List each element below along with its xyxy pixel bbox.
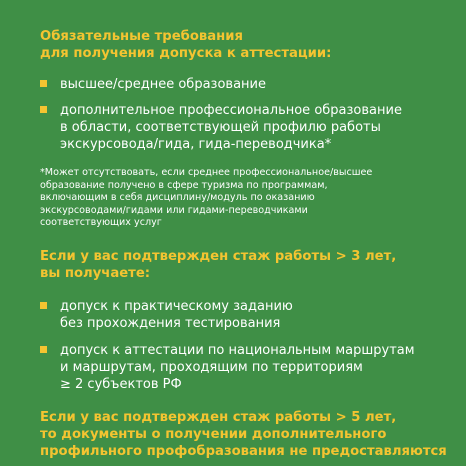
heading-line: профильного профобразования не предоставляются xyxy=(40,443,447,459)
item-line: допуск к практическому заданию xyxy=(60,298,293,314)
heading-line: для получения допуска к аттестации: xyxy=(40,46,332,61)
footnote-line: экскурсоводами/гидами или гидами-переводчиками xyxy=(40,204,308,216)
item-line: ≥ 2 субъектов РФ xyxy=(60,376,182,392)
list-item xyxy=(40,76,442,93)
footnote-line: соответствующих услуг xyxy=(40,217,162,229)
benefits-list xyxy=(40,298,442,393)
footnote-line: *Может отсутствовать, если среднее профессиональное/высшее xyxy=(40,167,373,178)
requirements-list xyxy=(40,76,442,153)
heading-line: Если у вас подтвержден стаж работы > 3 лет, xyxy=(40,248,397,264)
square-bullet-icon xyxy=(40,302,47,309)
item-line: экскурсовода/гида, гида-переводчика* xyxy=(60,137,332,152)
item-line: дополнительное профессиональное образование xyxy=(60,103,402,118)
list-item xyxy=(40,102,442,153)
item-line: в области, соответствующей профилю работы xyxy=(60,120,381,135)
item-line: допуск к аттестации по национальным маршрутам xyxy=(60,342,415,358)
square-bullet-icon xyxy=(40,106,47,113)
item-line: без прохождения тестирования xyxy=(60,315,281,331)
square-bullet-icon xyxy=(40,346,47,353)
footnote-line: образование получено в сфере туризма по программам, xyxy=(40,179,328,191)
heading-line: вы получаете: xyxy=(40,265,151,281)
item-line: и маршрутам, проходящим по территориям xyxy=(60,359,363,375)
item-line: высшее/среднее образование xyxy=(60,77,266,92)
heading-line: Обязательные требования xyxy=(40,29,243,44)
experience-3-years-heading xyxy=(40,248,442,282)
list-item xyxy=(40,342,442,393)
heading-line: то документы о получении дополнительного xyxy=(40,426,387,442)
square-bullet-icon xyxy=(40,80,47,87)
footnote xyxy=(40,167,442,230)
heading-line: Если у вас подтвержден стаж работы > 5 лет, xyxy=(40,409,397,425)
requirements-heading xyxy=(40,28,442,62)
experience-5-years-heading xyxy=(40,409,447,460)
footnote-line: включающим в себя дисциплину/модуль по оказанию xyxy=(40,192,315,204)
list-item xyxy=(40,298,442,332)
